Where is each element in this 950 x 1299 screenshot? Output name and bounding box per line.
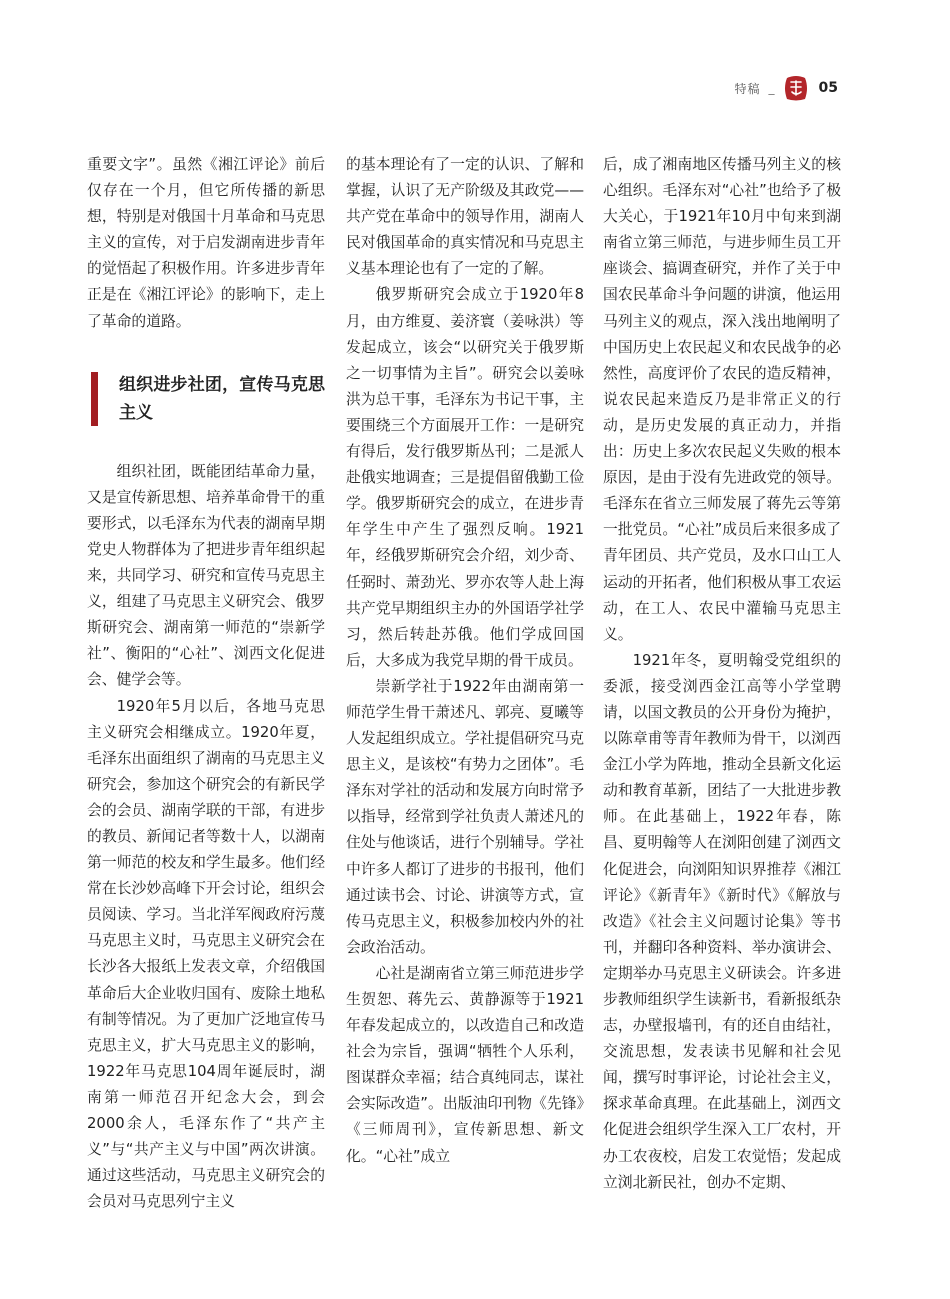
section-heading <box>87 371 325 427</box>
section-heading-text: 组织进步社团，宣传马克思主义 <box>119 374 325 423</box>
header-separator: _ <box>768 81 775 95</box>
paragraph: 1921年冬，夏明翰受党组织的委派，接受浏西金江高等小学堂聘请，以国文教员的公开身份为掩护，以陈章甫等青年教师为骨干，以浏西金江小学为阵地，推动全县新文化运动和教育革新，团结了一大批进步教师。在此基础上，1922年春，陈昌、夏明翰等人在浏阳创建了浏西文化促进会，向浏阳知识界推荐《湘江评论》《新青年》《新时代》《解放与改造》《社会主义问题讨论集》等书刊，并翻印各种资料、举办演讲会、定期举办马克思主义研读会。许多进步教师组织学生读新书，看新报纸杂志，办壁报墙刊，有的还自由结社，交流思想，发表读书见解和社会见闻，撰写时事评论，讨论社会主义，探求革命真理。在此基础上，浏西文化促进会组织学生深入工厂农村，开办工农夜校，启发工农觉悟；发起成立浏北新民社，创办不定期、 <box>603 651 841 1191</box>
text-column-1 <box>87 152 325 1215</box>
heading-accent-bar <box>91 372 98 426</box>
paragraph: 的基本理论有了一定的认识、了解和掌握，认识了无产阶级及其政党——共产党在革命中的领导作用，湖南人民对俄国革命的真实情况和马克思主义基本理论也有了一定的了解。 <box>346 156 584 278</box>
paragraph: 重要文字”。虽然《湘江评论》前后仅存在一个月，但它所传播的新思想，特别是对俄国十月革命和马克思主义的宣传，对于启发湖南进步青年的觉悟起了积极作用。许多进步青年正是在《湘江评论》的影响下，走上了革命的道路。 <box>87 156 325 330</box>
paragraph: 1920年5月以后，各地马克思主义研究会相继成立。1920年夏，毛泽东出面组织了湖南的马克思主义研究会，参加这个研究会的有新民学会的会员、湖南学联的干部，有进步的教员、新闻记者等数十人，以湖南第一师范的校友和学生最多。他们经常在长沙妙高峰下开会讨论，组织会员阅读、学习。当北洋军阀政府污蔑马克思主义时，马克思主义研究会在长沙各大报纸上发表文章，介绍俄国革命后大企业收归国有、废除土地私有制等情况。为了更加广泛地宣传马克思主义，扩大马克思主义的影响，1922年马克思104周年诞辰时，湖南第一师范召开纪念大会，到会2000余人，毛泽东作了“共产主义”与“共产主义与中国”两次讲演。通过这些活动，马克思主义研究会的会员对马克思列宁主义 <box>87 697 325 1211</box>
paragraph: 组织社团，既能团结革命力量，又是宣传新思想、培养革命骨干的重要形式，以毛泽东为代表的湖南早期党史人物群体为了把进步青年组织起来，共同学习、研究和宣传马克思主义，组建了马克思主义研究会、俄罗斯研究会、湖南第一师范的“崇新学社”、衡阳的“心社”、浏西文化促进会、健学会等。 <box>87 462 325 689</box>
red-seal-logo-icon <box>781 73 811 103</box>
section-label: 特稿 <box>734 81 761 96</box>
page-header <box>735 72 839 104</box>
text-column-2 <box>346 152 584 1170</box>
paragraph: 俄罗斯研究会成立于1920年8月，由方维夏、姜济寰（姜咏洪）等发起成立，该会“以研究关于俄罗斯之一切事情为主旨”。研究会以姜咏洪为总干事，毛泽东为书记干事，主要围绕三个方面展开工作：一是研究有得后，发行俄罗斯丛刊；二是派人赴俄实地调查；三是提倡留俄勤工俭学。俄罗斯研究会的成立，在进步青年学生中产生了强烈反响。1921年，经俄罗斯研究会介绍，刘少奇、任弼时、萧劲光、罗亦农等人赴上海共产党早期组织主办的外国语学社学习，然后转赴苏俄。他们学成回国后，大多成为我党早期的骨干成员。 <box>346 286 584 669</box>
paragraph: 后，成了湘南地区传播马列主义的核心组织。毛泽东对“心社”也给予了极大关心，于1921年10月中旬来到湖南省立第三师范，与进步师生员工开座谈会、搞调查研究，并作了关于中国农民革命斗争问题的讲演，他运用马列主义的观点，深入浅出地阐明了中国历史上农民起义和农民战争的必然性，高度评价了农民的造反精神，说农民起来造反乃是非常正义的行动，是历史发展的真正动力，并指出：历史上多次农民起义失败的根本原因，是由于没有先进政党的领导。毛泽东在省立三师发展了蒋先云等第一批党员。“心社”成员后来很多成了青年团员、共产党员，及水口山工人运动的开拓者，他们积极从事工农运动，在工人、农民中灌输马克思主义。 <box>603 156 841 643</box>
paragraph: 心社是湖南省立第三师范进步学生贺恕、蒋先云、黄静源等于1921年春发起成立的，以改造自己和改造社会为宗旨，强调“牺牲个人乐利，图谋群众幸福；结合真纯同志，谋社会实际改造”。出版油印刊物《先锋》《三师周刊》，宣传新思想、新文化。“心社”成立 <box>346 964 584 1165</box>
text-column-3 <box>603 152 841 1196</box>
paragraph: 崇新学社于1922年由湖南第一师范学生骨干萧述凡、郭亮、夏曦等人发起组织成立。学社提倡研究马克思主义，是该校“有势力之团体”。毛泽东对学社的活动和发展方向时常予以指导，经常到学社负责人萧述凡的住处与他谈话，进行个别辅导。学社中许多人都订了进步的书报刊，他们通过读书会、讨论、讲演等方式，宣传马克思主义，积极参加校内外的社会政治活动。 <box>346 677 584 956</box>
page-number: 05 <box>818 80 838 96</box>
